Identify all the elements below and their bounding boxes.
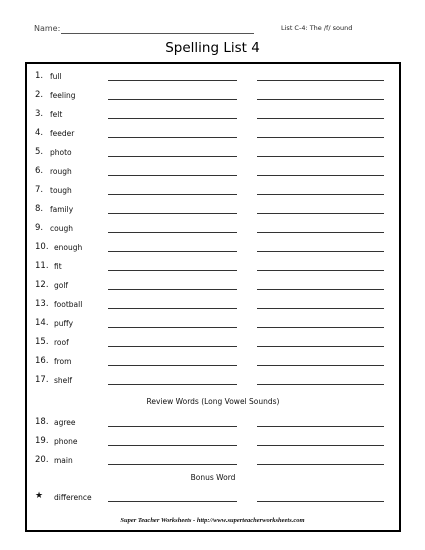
write-line-second	[257, 99, 384, 100]
write-line-second	[257, 251, 384, 252]
spelling-word: puffy	[54, 318, 74, 328]
star-icon: ★	[35, 491, 44, 501]
spelling-word: full	[50, 71, 62, 81]
write-line-first	[108, 175, 237, 176]
spelling-word: agree	[54, 417, 76, 427]
spelling-word: felt	[50, 109, 63, 119]
word-number: 14.	[35, 318, 49, 328]
word-row	[35, 355, 387, 369]
spelling-word: photo	[50, 147, 72, 157]
word-row	[35, 127, 387, 141]
word-number: 1.	[35, 71, 44, 81]
word-number: 7.	[35, 185, 44, 195]
spelling-word: feeder	[50, 128, 75, 138]
spelling-word: phone	[54, 436, 78, 446]
spelling-word: difference	[54, 492, 92, 502]
word-number: 19.	[35, 436, 49, 446]
write-line-first	[108, 232, 237, 233]
word-row	[35, 336, 387, 350]
word-row	[35, 491, 387, 505]
spelling-word: football	[54, 299, 83, 309]
write-line-second	[257, 346, 384, 347]
review-heading: Review Words (Long Vowel Sounds)	[146, 397, 280, 406]
word-number: 2.	[35, 90, 44, 100]
word-row	[35, 70, 387, 84]
word-row	[35, 416, 387, 430]
write-line-second	[257, 365, 384, 366]
spelling-word: cough	[50, 223, 73, 233]
word-row	[35, 146, 387, 160]
write-line-second	[257, 289, 384, 290]
write-line-first	[108, 99, 237, 100]
word-row	[35, 165, 387, 179]
word-row	[35, 279, 387, 293]
write-line-first	[108, 289, 237, 290]
bonus-heading: Bonus Word	[190, 473, 236, 482]
write-line-first	[108, 501, 237, 502]
write-line-second	[257, 327, 384, 328]
write-line-first	[108, 445, 237, 446]
write-line-first	[108, 270, 237, 271]
write-line-second	[257, 194, 384, 195]
write-line-first	[108, 327, 237, 328]
write-line-second	[257, 426, 384, 427]
write-line-second	[257, 156, 384, 157]
word-number: 4.	[35, 128, 44, 138]
word-number: 5.	[35, 147, 44, 157]
word-number: 20.	[35, 455, 49, 465]
word-number: 17.	[35, 375, 49, 385]
name-write-line	[61, 33, 254, 34]
write-line-second	[257, 270, 384, 271]
word-row	[35, 454, 387, 468]
write-line-second	[257, 213, 384, 214]
write-line-second	[257, 464, 384, 465]
word-number: 8.	[35, 204, 44, 214]
word-number: 12.	[35, 280, 49, 290]
spelling-word: feeling	[50, 90, 76, 100]
footer-credit: Super Teacher Worksheets - http://www.superteacherworksheets.com	[120, 517, 305, 524]
spelling-word: enough	[54, 242, 83, 252]
word-row	[35, 184, 387, 198]
spelling-word: shelf	[54, 375, 72, 385]
list-id: List C-4: The /f/ sound	[281, 24, 353, 32]
write-line-second	[257, 80, 384, 81]
write-line-first	[108, 365, 237, 366]
write-line-first	[108, 118, 237, 119]
word-row	[35, 298, 387, 312]
word-row	[35, 108, 387, 122]
word-number: 16.	[35, 356, 49, 366]
page-title: Spelling List 4	[165, 40, 260, 56]
word-number: 11.	[35, 261, 49, 271]
word-row	[35, 374, 387, 388]
write-line-second	[257, 308, 384, 309]
write-line-first	[108, 137, 237, 138]
word-row	[35, 435, 387, 449]
write-line-first	[108, 80, 237, 81]
write-line-second	[257, 501, 384, 502]
write-line-first	[108, 213, 237, 214]
word-row	[35, 89, 387, 103]
word-number: 6.	[35, 166, 44, 176]
spelling-word: fit	[54, 261, 62, 271]
word-row	[35, 203, 387, 217]
name-row	[34, 24, 394, 36]
write-line-second	[257, 384, 384, 385]
word-number: 3.	[35, 109, 44, 119]
write-line-first	[108, 384, 237, 385]
write-line-second	[257, 137, 384, 138]
write-line-second	[257, 175, 384, 176]
write-line-second	[257, 232, 384, 233]
name-label: Name:	[34, 24, 61, 33]
word-number: 18.	[35, 417, 49, 427]
spelling-word: tough	[50, 185, 72, 195]
write-line-first	[108, 156, 237, 157]
word-number: 9.	[35, 223, 44, 233]
spelling-word: from	[54, 356, 72, 366]
write-line-second	[257, 445, 384, 446]
spelling-word: family	[50, 204, 74, 214]
spelling-word: roof	[54, 337, 69, 347]
write-line-first	[108, 346, 237, 347]
spelling-word: rough	[50, 166, 72, 176]
word-number: 15.	[35, 337, 49, 347]
write-line-second	[257, 118, 384, 119]
word-row	[35, 241, 387, 255]
write-line-first	[108, 464, 237, 465]
word-row	[35, 222, 387, 236]
word-number: 10.	[35, 242, 49, 252]
write-line-first	[108, 251, 237, 252]
word-number: 13.	[35, 299, 49, 309]
write-line-first	[108, 194, 237, 195]
spelling-word: golf	[54, 280, 69, 290]
word-row	[35, 260, 387, 274]
write-line-first	[108, 308, 237, 309]
spelling-word: main	[54, 455, 73, 465]
write-line-first	[108, 426, 237, 427]
word-row	[35, 317, 387, 331]
